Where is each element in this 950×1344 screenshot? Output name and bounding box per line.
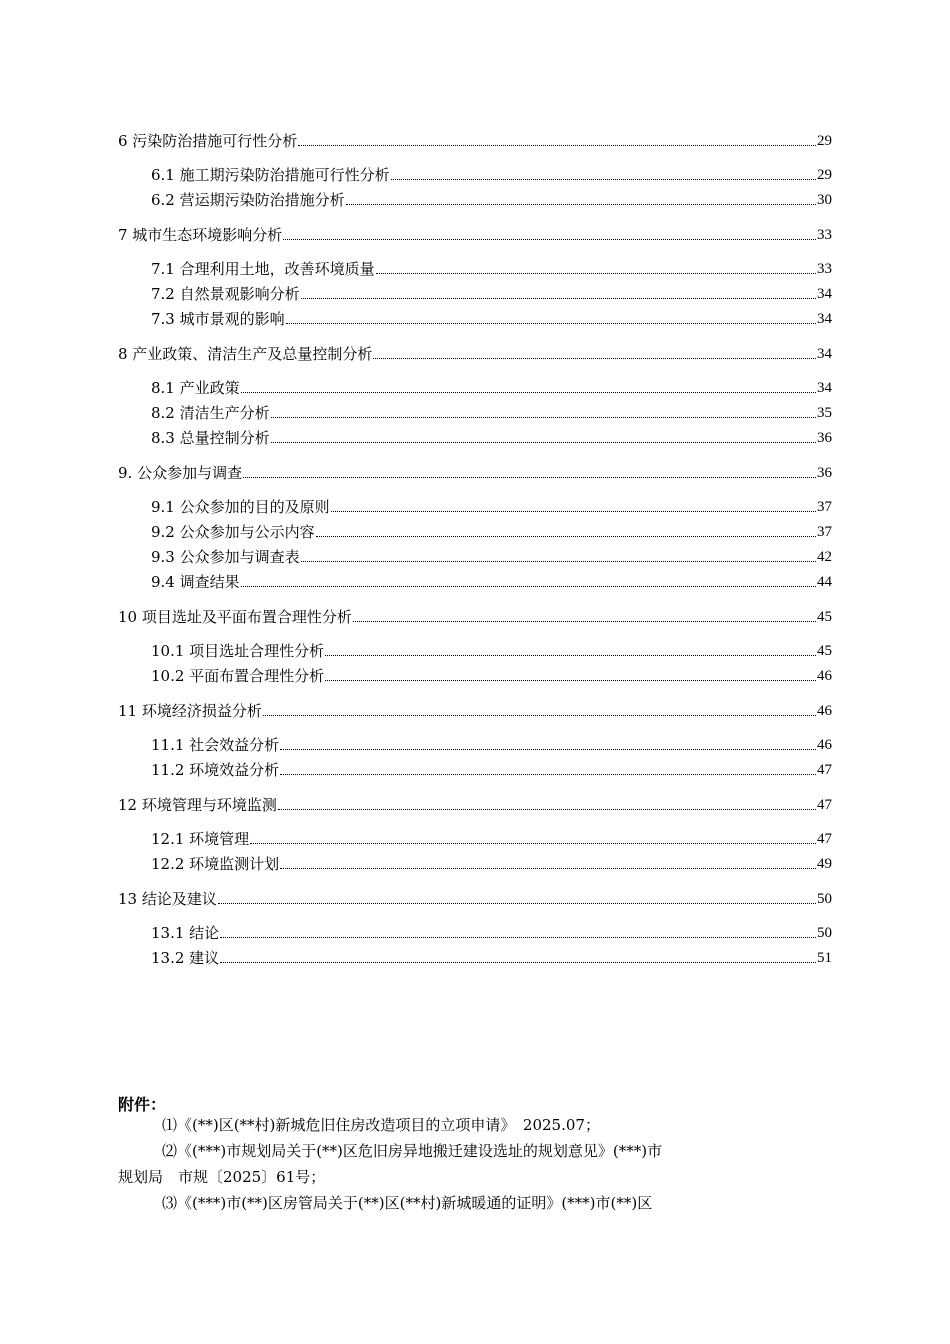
toc-entry-label: 6.2 营运期污染防治措施分析 [151, 191, 345, 209]
toc-page-number: 49 [817, 856, 832, 872]
toc-page-number: 51 [817, 950, 832, 966]
toc-entry-label: 10.1 项目选址合理性分析 [151, 642, 325, 660]
toc-entry-label: 11 环境经济损益分析 [118, 702, 262, 720]
toc-leader-dots [241, 586, 816, 587]
toc-leader-dots [271, 417, 816, 418]
toc-page-number: 33 [817, 227, 832, 243]
toc-page-number: 37 [817, 524, 832, 540]
toc-page-number: 50 [817, 891, 832, 907]
attachment-item-2: ⑵《(***)市规划局关于(**)区危旧房异地搬迁建设选址的规划意见》(***)市 [162, 1142, 663, 1160]
toc-entry[interactable] [151, 920, 832, 942]
toc-leader-dots [280, 774, 816, 775]
toc-entry[interactable] [151, 544, 832, 566]
toc-entry[interactable] [151, 425, 832, 447]
toc-entry-label: 13.1 结论 [151, 924, 220, 942]
toc-entry[interactable] [151, 519, 832, 541]
toc-page-number: 30 [817, 192, 832, 208]
toc-entry-label: 9.3 公众参加与调查表 [151, 548, 300, 566]
toc-entry[interactable] [151, 757, 832, 779]
toc-leader-dots [373, 358, 816, 359]
toc-entry-label: 10.2 平面布置合理性分析 [151, 667, 325, 685]
toc-entry[interactable] [151, 638, 832, 660]
toc-entry-label: 11.1 社会效益分析 [151, 736, 280, 754]
toc-page-number: 50 [817, 925, 832, 941]
toc-leader-dots [220, 962, 816, 963]
toc-leader-dots [263, 715, 816, 716]
toc-entry[interactable] [151, 187, 832, 209]
toc-entry[interactable] [151, 851, 832, 873]
toc-leader-dots [220, 937, 816, 938]
toc-entry-label: 9.1 公众参加的目的及原则 [151, 498, 330, 516]
attachment-item-3: ⑶《(***)市(**)区房管局关于(**)区(**村)新城暖通的证明》(***)市(**)区 [162, 1194, 653, 1212]
toc-leader-dots [325, 680, 816, 681]
toc-leader-dots [243, 477, 816, 478]
toc-entry[interactable] [151, 494, 832, 516]
toc-entry-label: 7.3 城市景观的影响 [151, 310, 285, 328]
toc-entry[interactable] [151, 375, 832, 397]
toc-entry-label: 11.2 环境效益分析 [151, 761, 280, 779]
toc-entry[interactable] [118, 128, 832, 150]
toc-leader-dots [280, 868, 816, 869]
toc-leader-dots [353, 621, 816, 622]
toc-page-number: 44 [817, 574, 832, 590]
toc-page-number: 46 [817, 668, 832, 684]
toc-page-number: 45 [817, 643, 832, 659]
toc-entry[interactable] [118, 698, 832, 720]
toc-leader-dots [346, 204, 816, 205]
toc-entry[interactable] [151, 826, 832, 848]
toc-entry[interactable] [151, 306, 832, 328]
toc-leader-dots [283, 239, 816, 240]
toc-page-number: 47 [817, 831, 832, 847]
toc-entry-label: 12.1 环境管理 [151, 830, 250, 848]
toc-page-number: 33 [817, 261, 832, 277]
toc-leader-dots [298, 145, 816, 146]
toc-entry[interactable] [151, 945, 832, 967]
toc-entry[interactable] [151, 162, 832, 184]
toc-leader-dots [271, 442, 816, 443]
toc-page-number: 47 [817, 762, 832, 778]
toc-entry-label: 12 环境管理与环境监测 [118, 796, 277, 814]
toc-leader-dots [250, 843, 816, 844]
toc-entry-label: 7.2 自然景观影响分析 [151, 285, 300, 303]
toc-entry[interactable] [151, 256, 832, 278]
toc-page-number: 42 [817, 549, 832, 565]
toc-leader-dots [280, 749, 816, 750]
toc-page-number: 36 [817, 430, 832, 446]
toc-entry[interactable] [151, 569, 832, 591]
toc-entry[interactable] [118, 222, 832, 244]
toc-entry-label: 13 结论及建议 [118, 890, 217, 908]
toc-entry-label: 10 项目选址及平面布置合理性分析 [118, 608, 352, 626]
toc-entry[interactable] [118, 341, 832, 363]
attachments-title: 附件： [118, 1095, 167, 1114]
toc-page-number: 45 [817, 609, 832, 625]
toc-entry-label: 7 城市生态环境影响分析 [118, 226, 283, 244]
toc-entry-label: 8 产业政策、清洁生产及总量控制分析 [118, 345, 373, 363]
toc-entry-label: 6.1 施工期污染防治措施可行性分析 [151, 166, 390, 184]
toc-leader-dots [376, 273, 816, 274]
toc-entry[interactable] [118, 792, 832, 814]
toc-entry-label: 12.2 环境监测计划 [151, 855, 280, 873]
toc-entry-label: 8.2 清洁生产分析 [151, 404, 270, 422]
toc-entry-label: 7.1 合理利用土地，改善环境质量 [151, 260, 375, 278]
toc-leader-dots [331, 511, 816, 512]
toc-entry[interactable] [118, 604, 832, 626]
toc-page-number: 29 [817, 167, 832, 183]
toc-entry-label: 6 污染防治措施可行性分析 [118, 132, 298, 150]
toc-entry[interactable] [118, 460, 832, 482]
toc-page-number: 29 [817, 133, 832, 149]
toc-leader-dots [325, 655, 816, 656]
toc-entry[interactable] [151, 400, 832, 422]
toc-page-number: 34 [817, 380, 832, 396]
toc-entry[interactable] [151, 281, 832, 303]
toc-leader-dots [301, 298, 816, 299]
toc-entry-label: 13.2 建议 [151, 949, 220, 967]
toc-page-number: 34 [817, 346, 832, 362]
toc-entry-label: 9.4 调查结果 [151, 573, 240, 591]
toc-page-number: 34 [817, 286, 832, 302]
attachment-item-1: ⑴《(**)区(**村)新城危旧住房改造项目的立项申请》 2025.07； [162, 1116, 600, 1134]
toc-leader-dots [218, 903, 816, 904]
toc-page-number: 46 [817, 737, 832, 753]
toc-page-number: 47 [817, 797, 832, 813]
toc-page-number: 35 [817, 405, 832, 421]
toc-entry-label: 9.2 公众参加与公示内容 [151, 523, 315, 541]
toc-page-number: 37 [817, 499, 832, 515]
toc-entry-label: 8.1 产业政策 [151, 379, 240, 397]
toc-leader-dots [241, 392, 816, 393]
toc-entry[interactable] [118, 886, 832, 908]
attachment-item-2-cont: 规划局 市规〔2025〕61号； [118, 1168, 326, 1186]
toc-entry-label: 9. 公众参加与调查 [118, 464, 243, 482]
toc-page-number: 36 [817, 465, 832, 481]
toc-leader-dots [391, 179, 816, 180]
toc-leader-dots [286, 323, 816, 324]
toc-entry[interactable] [151, 663, 832, 685]
toc-page-number: 34 [817, 311, 832, 327]
toc-leader-dots [301, 561, 816, 562]
toc-page-number: 46 [817, 703, 832, 719]
toc-leader-dots [316, 536, 816, 537]
toc-leader-dots [278, 809, 816, 810]
toc-entry[interactable] [151, 732, 832, 754]
toc-entry-label: 8.3 总量控制分析 [151, 429, 270, 447]
